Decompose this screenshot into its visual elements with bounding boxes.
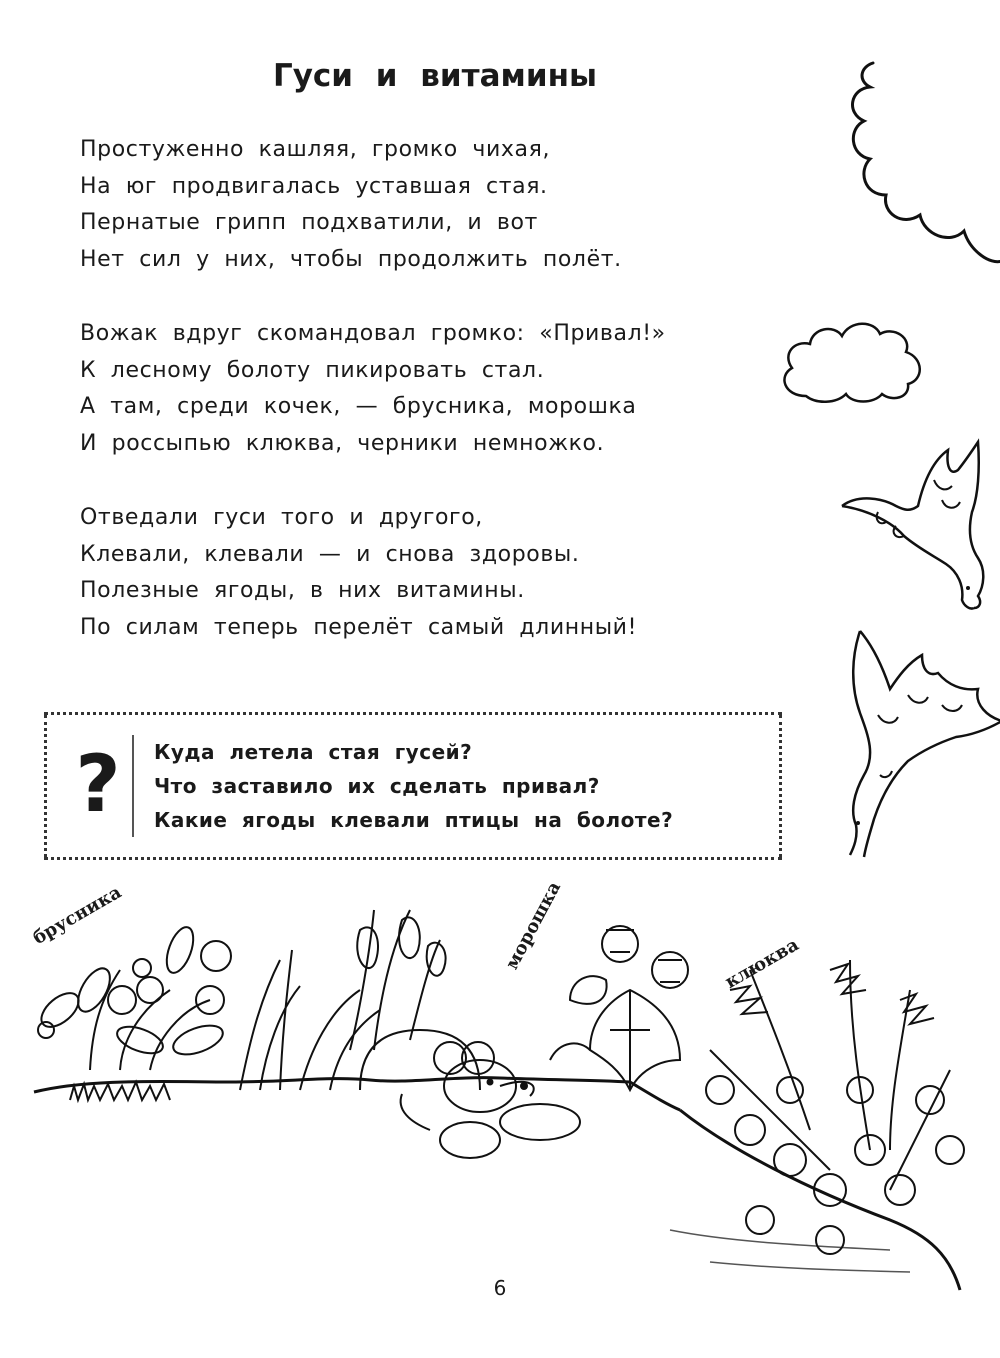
poem-line: К лесному болоту пикировать стал. [80, 357, 545, 383]
poem-line: Пернатые грипп подхватили, и вот [80, 210, 538, 235]
poem [80, 132, 760, 684]
question-item: Куда летела стая гусей? [154, 740, 473, 764]
poem-line: Простуженно кашляя, громко чихая, [80, 137, 551, 162]
question-item: Какие ягоды клевали птицы на болоте? [154, 808, 674, 832]
question-item: Что заставило их сделать привал? [154, 774, 600, 798]
poem-line: Вожак вдруг скомандовал громко: «Привал!» [80, 321, 666, 346]
small-cloud-illustration [778, 310, 928, 410]
goose-illustration [838, 440, 988, 615]
poem-stanza-1 [80, 132, 760, 278]
poem-line: Нет сил у них, чтобы продолжить полёт. [80, 246, 622, 272]
poem-stanza-2 [80, 316, 760, 462]
page-title: Гуси и витамины [272, 58, 598, 94]
poem-line: По силам теперь перелёт самый длинный! [80, 614, 637, 640]
question-mark-icon: ? [75, 740, 121, 830]
cranberry-label: клюква [721, 934, 803, 993]
cloudberry-label: морошка [501, 878, 566, 973]
questions-divider [132, 735, 134, 837]
poem-line: Полезные ягоды, в них витамины. [80, 578, 525, 603]
cloud-edge-illustration [840, 55, 1000, 275]
poem-stanza-3 [80, 500, 760, 646]
goose-illustration [838, 625, 998, 860]
poem-line: И россыпью клюква, черники немножко. [80, 430, 605, 456]
poem-line: А там, среди кочек, — брусника, морошка [80, 394, 637, 419]
poem-line: На юг продвигалась уставшая стая. [80, 173, 548, 199]
poem-line: Клевали, клевали — и снова здоровы. [80, 541, 580, 567]
lingonberry-label: брусника [29, 881, 126, 949]
questions-box [44, 712, 782, 860]
page-number: 6 [493, 1276, 507, 1300]
poem-line: Отведали гуси того и другого, [80, 505, 483, 530]
questions-list [154, 735, 673, 837]
